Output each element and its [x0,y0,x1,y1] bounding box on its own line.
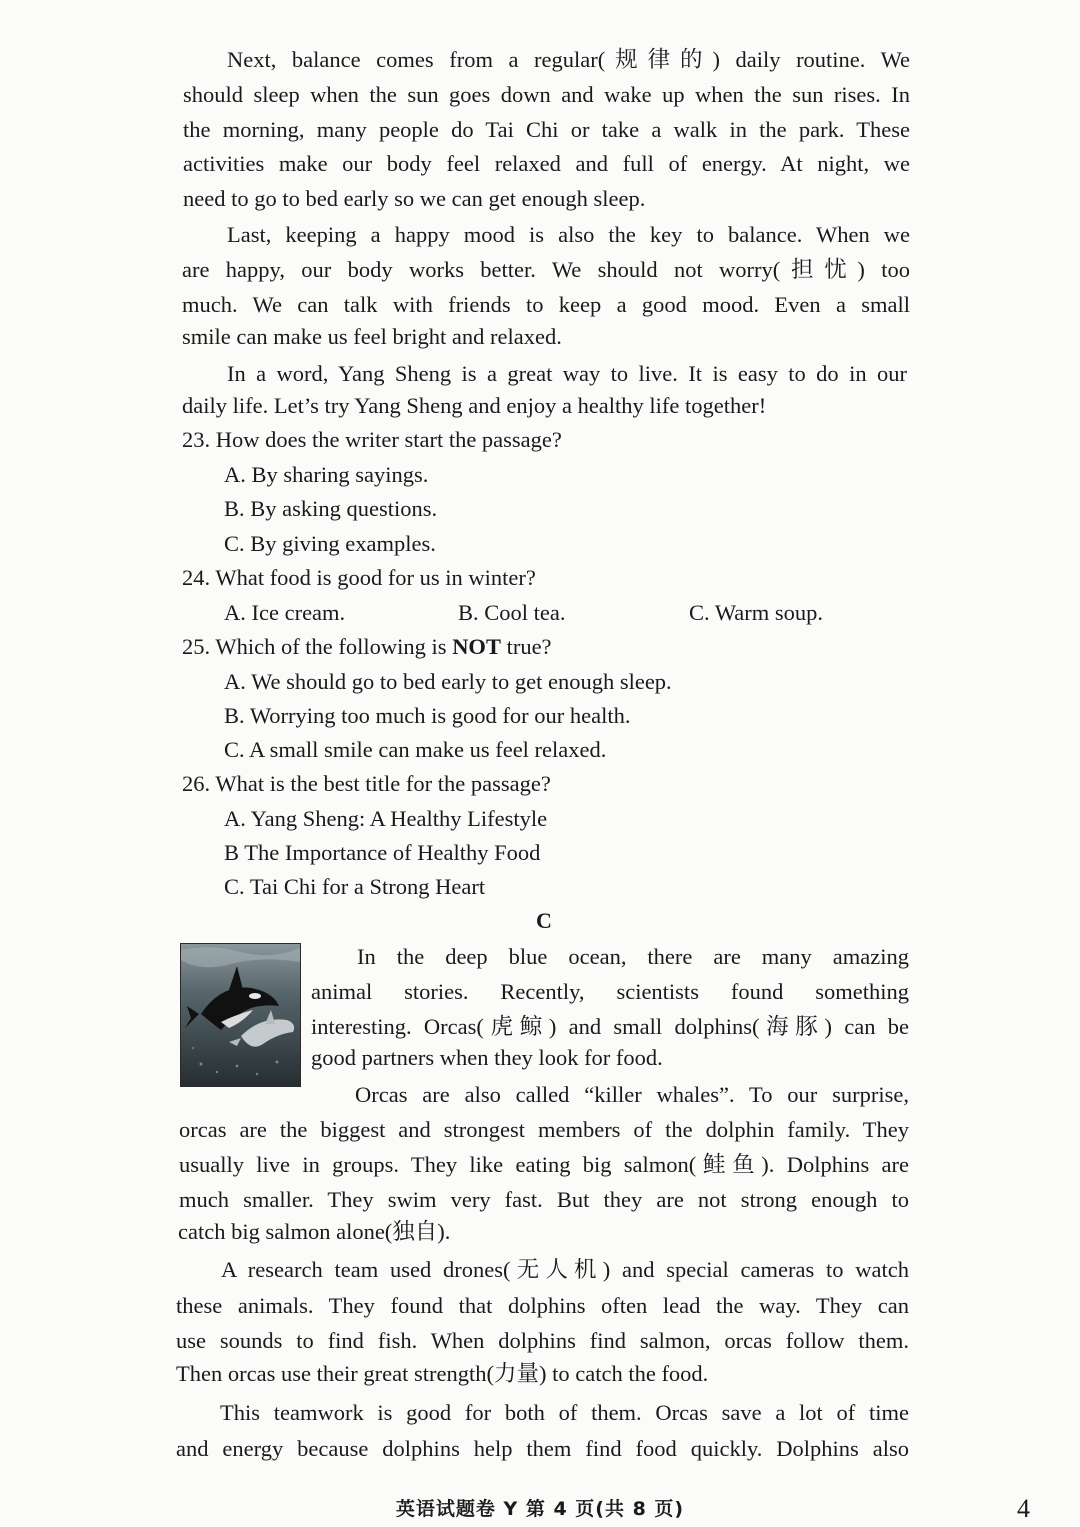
question-24-option-b: B. Cool tea. [458,600,566,625]
text-line: catch big salmon alone(独自). [178,1219,451,1244]
text-line: these animals. They found that dolphins often lead the way. They can [176,1292,909,1318]
question-26-stem: 26. What is the best title for the passage? [182,771,551,796]
text-line: are happy, our body works better. We should not worry(担忧) too [182,256,910,282]
orca-dolphin-photo [180,943,301,1087]
question-26-option-c: C. Tai Chi for a Strong Heart [224,874,486,899]
orca-dolphin-icon [181,944,300,1086]
question-24-stem: 24. What food is good for us in winter? [182,565,536,590]
question-25-option-c: C. A small smile can make us feel relaxed. [224,737,607,762]
text-line: interesting. Orcas(虎鲸) and small dolphins(海豚) can be [311,1013,909,1039]
text-line: much. We can talk with friends to keep a good mood. Even a small [182,291,910,317]
text-line: good partners when they look for food. [311,1045,663,1070]
text-line: animal stories. Recently, scientists found something [311,978,909,1004]
text-line: daily life. Let’s try Yang Sheng and enjoy a healthy life together! [182,393,767,418]
text-line: In the deep blue ocean, there are many amazing [357,944,909,969]
question-25-stem-end: true? [500,634,552,659]
question-25-stem [182,632,552,662]
text-line: use sounds to find fish. When dolphins find salmon, orcas follow them. [176,1328,909,1353]
section-c-heading: C [536,908,552,933]
question-24-option-a: A. Ice cream. [224,600,346,625]
paragraph-routine [183,43,910,182]
page-footer: 英语试题卷 Y 第 4 页(共 8 页) [395,1498,685,1520]
paragraph-mood [182,218,910,322]
question-25-option-a: A. We should go to bed early to get enough sleep. [224,669,672,694]
question-24-option-c: C. Warm soup. [689,600,824,625]
section-c-paragraph-3 [176,1252,909,1359]
text-line: and energy because dolphins help them find food quickly. Dolphins also [176,1436,909,1461]
text-line: Next, balance comes from a regular(规律的) daily routine. We [227,47,910,72]
question-26-option-b: B The Importance of Healthy Food [224,840,541,865]
section-c-paragraph-2-first [355,1078,909,1113]
question-23-option-c: C. By giving examples. [224,531,436,556]
question-26-option-a: A. Yang Sheng: A Healthy Lifestyle [224,806,548,831]
text-line: should sleep when the sun goes down and wake up when the sun rises. In [183,81,910,107]
text-line: need to go to bed early so we can get enough sleep. [183,186,646,211]
paragraph-conclusion [182,357,907,392]
section-c-paragraph-1 [311,940,909,1044]
section-c-paragraph-2 [179,1113,909,1217]
text-line: In a word, Yang Sheng is a great way to live. It is easy to do in our [227,361,907,386]
text-line: orcas are the biggest and strongest members of the dolphin family. They [179,1117,909,1142]
question-25-stem-emphasis: NOT [452,634,501,659]
question-25-option-b: B. Worrying too much is good for our health. [224,703,631,728]
question-23-stem: 23. How does the writer start the passage? [182,427,562,452]
question-23-option-b: B. By asking questions. [224,496,438,521]
text-line: Orcas are also called “killer whales”. To our surprise, [355,1082,909,1107]
question-23-option-a: A. By sharing sayings. [224,462,429,487]
text-line: smile can make us feel bright and relaxed. [182,324,562,349]
text-line: the morning, many people do Tai Chi or take a walk in the park. These [183,116,910,142]
text-line: activities make our body feel relaxed and full of energy. At night, we [183,151,910,177]
section-c-paragraph-4 [176,1395,909,1467]
text-line: Last, keeping a happy mood is also the key to balance. When we [227,222,910,247]
question-25-stem-text: 25. Which of the following is [182,634,453,659]
text-line: Then orcas use their great strength(力量) to catch the food. [176,1361,709,1386]
text-line: much smaller. They swim very fast. But they are not strong enough to [179,1186,909,1212]
text-line: usually live in groups. They like eating big salmon(鲑鱼). Dolphins are [179,1151,909,1177]
page-number: 4 [1017,1494,1030,1523]
text-line: A research team used drones(无人机) and special cameras to watch [221,1257,909,1282]
text-line: This teamwork is good for both of them. Orcas save a lot of time [220,1400,909,1425]
